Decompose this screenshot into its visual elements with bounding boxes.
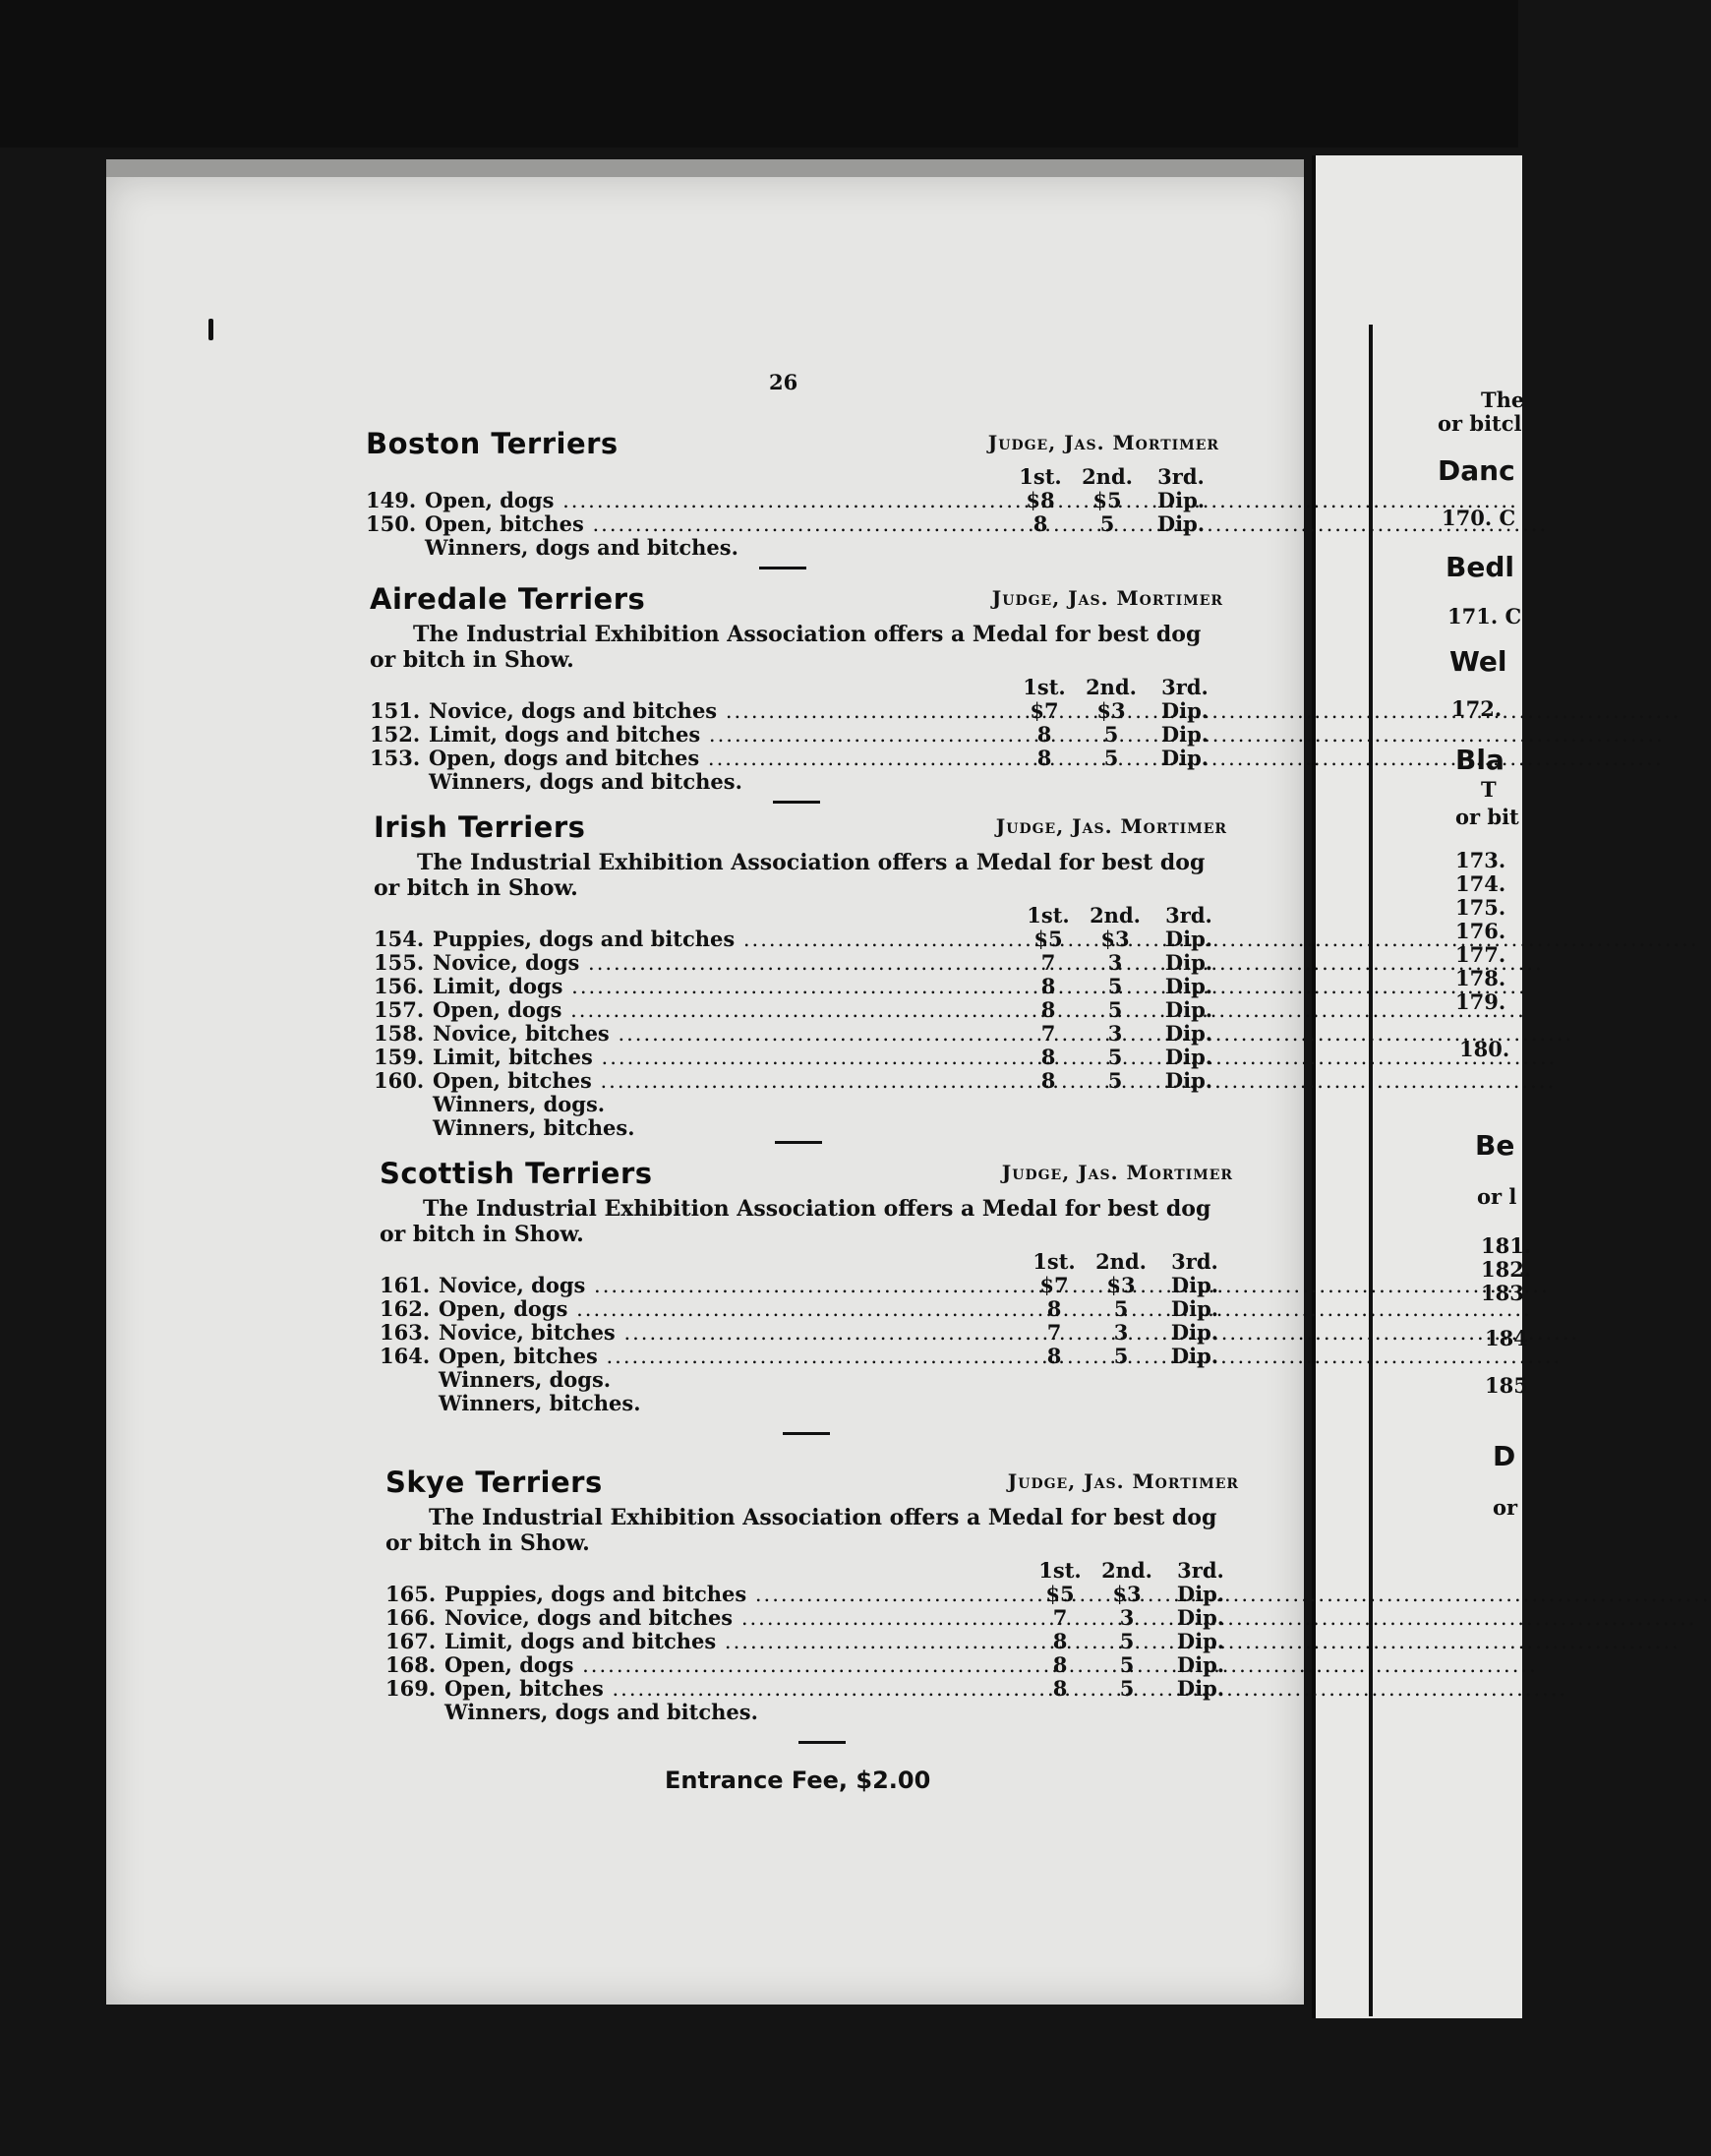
class-label: Novice, dogs and bitches ..... bbox=[429, 698, 1009, 723]
class-number: 166. bbox=[385, 1605, 437, 1630]
third-prize: Dip. bbox=[1170, 1344, 1219, 1368]
class-label: Open, bitches ..... bbox=[433, 1068, 1013, 1093]
scan-background-top bbox=[0, 0, 1518, 148]
right-page-fragment: 172. bbox=[1451, 696, 1503, 721]
page-number: 26 bbox=[769, 370, 798, 394]
right-page-fragment: 182. bbox=[1481, 1257, 1532, 1282]
medal-offer: The Industrial Exhibition Association offers a Medal for best dog or bitch in Show. bbox=[370, 622, 1202, 673]
class-row bbox=[366, 488, 1219, 511]
second-prize: 5 bbox=[1119, 1676, 1135, 1701]
class-number: 167. bbox=[385, 1629, 437, 1653]
right-page-fragment: or l bbox=[1477, 1184, 1517, 1209]
section-title: Irish Terriers bbox=[374, 810, 586, 844]
winners-line: Winners, bitches. bbox=[433, 1115, 635, 1140]
third-prize: Dip. bbox=[1156, 488, 1206, 512]
prize-header: 2nd. bbox=[1082, 464, 1133, 489]
first-prize: 8 bbox=[1040, 1068, 1056, 1093]
class-label: Open, dogs ..... bbox=[433, 997, 1013, 1022]
section-title: Boston Terriers bbox=[366, 427, 619, 460]
class-number: 155. bbox=[374, 950, 425, 975]
class-label: Open, bitches ..... bbox=[425, 511, 1005, 536]
class-label: Open, dogs ..... bbox=[444, 1652, 1025, 1677]
class-row bbox=[374, 950, 1227, 974]
judge-name: Judge, Jas. Mortimer bbox=[987, 431, 1219, 454]
right-page-fragment: or bitcl bbox=[1438, 411, 1522, 436]
class-number: 152. bbox=[370, 722, 421, 747]
class-label: Novice, bitches ..... bbox=[433, 1021, 1013, 1046]
section-divider bbox=[759, 567, 806, 569]
class-label: Open, bitches ..... bbox=[444, 1676, 1025, 1701]
class-row bbox=[366, 511, 1219, 535]
first-prize: $8 bbox=[1026, 488, 1055, 512]
prize-header-row bbox=[385, 1558, 1239, 1582]
right-page-fragment: Danc bbox=[1438, 454, 1515, 487]
section-header bbox=[366, 427, 1219, 462]
prize-header: 3rd. bbox=[1177, 1558, 1224, 1583]
first-prize: 8 bbox=[1032, 511, 1048, 536]
class-number: 159. bbox=[374, 1045, 425, 1069]
medal-offer: The Industrial Exhibition Association offers a Medal for best dog or bitch in Show. bbox=[374, 850, 1206, 901]
class-number: 150. bbox=[366, 511, 417, 536]
first-prize: 8 bbox=[1040, 1045, 1056, 1069]
class-row bbox=[370, 746, 1223, 769]
second-prize: 3 bbox=[1107, 1021, 1123, 1046]
class-row bbox=[374, 997, 1227, 1021]
prize-header: 3rd. bbox=[1161, 675, 1209, 699]
class-label: Open, dogs ..... bbox=[425, 488, 1005, 512]
second-prize: $3 bbox=[1112, 1582, 1142, 1606]
section-title: Scottish Terriers bbox=[380, 1157, 653, 1190]
prize-header: 1st. bbox=[1019, 464, 1062, 489]
class-label: Open, dogs ..... bbox=[439, 1296, 1019, 1321]
second-prize: 5 bbox=[1103, 722, 1119, 747]
section-header bbox=[370, 582, 1223, 618]
third-prize: Dip. bbox=[1164, 927, 1213, 951]
second-prize: 5 bbox=[1103, 746, 1119, 770]
class-number: 162. bbox=[380, 1296, 431, 1321]
class-label: Open, bitches ..... bbox=[439, 1344, 1019, 1368]
second-prize: 5 bbox=[1119, 1629, 1135, 1653]
class-row bbox=[380, 1344, 1233, 1367]
class-row bbox=[385, 1629, 1239, 1652]
prize-header: 2nd. bbox=[1090, 903, 1141, 928]
right-page-fragment: 173. bbox=[1455, 848, 1506, 872]
third-prize: Dip. bbox=[1170, 1296, 1219, 1321]
class-row bbox=[380, 1320, 1233, 1344]
class-row bbox=[374, 1068, 1227, 1092]
right-page-fragment: 183 bbox=[1481, 1281, 1524, 1305]
winners-line: Winners, dogs and bitches. bbox=[444, 1700, 758, 1724]
right-page-fragment: 171. C bbox=[1447, 604, 1522, 629]
prize-header-row bbox=[374, 903, 1227, 927]
class-row bbox=[374, 974, 1227, 997]
first-prize: 8 bbox=[1052, 1652, 1068, 1677]
third-prize: Dip. bbox=[1176, 1629, 1225, 1653]
third-prize: Dip. bbox=[1160, 722, 1210, 747]
right-page-fragment: 178. bbox=[1455, 966, 1506, 990]
first-prize: 7 bbox=[1040, 950, 1056, 975]
class-number: 153. bbox=[370, 746, 421, 770]
class-number: 151. bbox=[370, 698, 421, 723]
class-row bbox=[370, 722, 1223, 746]
right-page-fragment: 177. bbox=[1455, 942, 1506, 967]
third-prize: Dip. bbox=[1156, 511, 1206, 536]
section-header bbox=[380, 1157, 1233, 1192]
section-irish-terriers bbox=[374, 810, 1227, 1139]
winners-line: Winners, dogs. bbox=[433, 1092, 606, 1116]
section-scottish-terriers bbox=[380, 1157, 1233, 1414]
judge-name: Judge, Jas. Mortimer bbox=[995, 814, 1227, 838]
class-label: Limit, dogs and bitches ..... bbox=[429, 722, 1009, 747]
judge-name: Judge, Jas. Mortimer bbox=[991, 586, 1223, 610]
section-title: Skye Terriers bbox=[385, 1466, 603, 1499]
medal-offer: The Industrial Exhibition Association offers a Medal for best dog or bitch in Show. bbox=[385, 1505, 1217, 1556]
first-prize: $7 bbox=[1039, 1273, 1069, 1297]
class-number: 168. bbox=[385, 1652, 437, 1677]
class-row bbox=[370, 698, 1223, 722]
class-label: Puppies, dogs and bitches ..... bbox=[444, 1582, 1025, 1606]
class-row bbox=[385, 1676, 1239, 1700]
right-page-fragment: T bbox=[1481, 777, 1497, 802]
prize-header-row bbox=[380, 1249, 1233, 1273]
class-number: 156. bbox=[374, 974, 425, 998]
class-label: Novice, dogs ..... bbox=[439, 1273, 1019, 1297]
first-prize: $5 bbox=[1045, 1582, 1075, 1606]
second-prize: $3 bbox=[1096, 698, 1126, 723]
first-prize: $5 bbox=[1033, 927, 1063, 951]
first-prize: 8 bbox=[1036, 746, 1052, 770]
class-number: 158. bbox=[374, 1021, 425, 1046]
third-prize: Dip. bbox=[1164, 997, 1213, 1022]
right-page-fragment: 179. bbox=[1455, 989, 1506, 1014]
section-skye-terriers bbox=[385, 1466, 1239, 1723]
third-prize: Dip. bbox=[1176, 1582, 1225, 1606]
prize-header: 3rd. bbox=[1171, 1249, 1218, 1274]
winners-line: Winners, dogs and bitches. bbox=[425, 535, 738, 560]
right-page-fragment: D bbox=[1493, 1440, 1516, 1472]
first-prize: 8 bbox=[1046, 1296, 1062, 1321]
class-number: 164. bbox=[380, 1344, 431, 1368]
class-label: Novice, bitches ..... bbox=[439, 1320, 1019, 1345]
first-prize: 8 bbox=[1040, 974, 1056, 998]
class-number: 149. bbox=[366, 488, 417, 512]
class-row bbox=[385, 1582, 1239, 1605]
prize-header: 3rd. bbox=[1165, 903, 1212, 928]
right-page-fragment: 181. bbox=[1481, 1233, 1532, 1258]
right-page-fragment: or bbox=[1493, 1495, 1518, 1520]
third-prize: Dip. bbox=[1160, 746, 1210, 770]
prize-header: 1st. bbox=[1023, 675, 1066, 699]
class-label: Novice, dogs ..... bbox=[433, 950, 1013, 975]
first-prize: 7 bbox=[1046, 1320, 1062, 1345]
section-boston-terriers bbox=[366, 427, 1219, 559]
class-label: Limit, bitches ..... bbox=[433, 1045, 1013, 1069]
second-prize: 3 bbox=[1113, 1320, 1129, 1345]
right-page-fragment: 185 bbox=[1485, 1373, 1528, 1398]
prize-header: 2nd. bbox=[1086, 675, 1137, 699]
second-prize: 5 bbox=[1099, 511, 1115, 536]
first-prize: 8 bbox=[1040, 997, 1056, 1022]
first-prize: 8 bbox=[1052, 1629, 1068, 1653]
third-prize: Dip. bbox=[1164, 974, 1213, 998]
second-prize: 3 bbox=[1107, 950, 1123, 975]
class-number: 163. bbox=[380, 1320, 431, 1345]
entrance-fee: Entrance Fee, $2.00 bbox=[665, 1767, 931, 1794]
section-title: Airedale Terriers bbox=[370, 582, 646, 616]
third-prize: Dip. bbox=[1170, 1273, 1219, 1297]
second-prize: $3 bbox=[1100, 927, 1130, 951]
second-prize: 5 bbox=[1113, 1296, 1129, 1321]
right-page-fragment: Wel bbox=[1449, 645, 1507, 678]
right-page-fragment: or bit bbox=[1455, 805, 1519, 829]
prize-header: 3rd. bbox=[1157, 464, 1205, 489]
right-page-fragment: 180. bbox=[1459, 1037, 1510, 1061]
prize-header: 2nd. bbox=[1101, 1558, 1152, 1583]
class-label: Novice, dogs and bitches ..... bbox=[444, 1605, 1025, 1630]
second-prize: $5 bbox=[1092, 488, 1122, 512]
first-prize: 8 bbox=[1052, 1676, 1068, 1701]
class-number: 165. bbox=[385, 1582, 437, 1606]
third-prize: Dip. bbox=[1176, 1605, 1225, 1630]
class-row bbox=[380, 1273, 1233, 1296]
right-page-fragment: Bla bbox=[1455, 744, 1504, 776]
class-number: 157. bbox=[374, 997, 425, 1022]
second-prize: 5 bbox=[1113, 1344, 1129, 1368]
class-number: 160. bbox=[374, 1068, 425, 1093]
third-prize: Dip. bbox=[1176, 1676, 1225, 1701]
third-prize: Dip. bbox=[1164, 950, 1213, 975]
section-divider bbox=[798, 1741, 846, 1744]
prize-header: 2nd. bbox=[1095, 1249, 1147, 1274]
first-prize: $7 bbox=[1030, 698, 1059, 723]
class-row bbox=[380, 1296, 1233, 1320]
right-page-fragment: 174. bbox=[1455, 871, 1506, 896]
third-prize: Dip. bbox=[1176, 1652, 1225, 1677]
class-number: 161. bbox=[380, 1273, 431, 1297]
right-page-fragment: 175. bbox=[1455, 895, 1506, 920]
right-page-fragment: Bedl bbox=[1446, 551, 1514, 583]
third-prize: Dip. bbox=[1164, 1068, 1213, 1093]
section-divider bbox=[773, 801, 820, 804]
prize-header: 1st. bbox=[1027, 903, 1070, 928]
third-prize: Dip. bbox=[1164, 1021, 1213, 1046]
class-label: Puppies, dogs and bitches ..... bbox=[433, 927, 1013, 951]
prize-header: 1st. bbox=[1038, 1558, 1082, 1583]
first-prize: 8 bbox=[1046, 1344, 1062, 1368]
first-prize: 7 bbox=[1040, 1021, 1056, 1046]
winners-line: Winners, dogs and bitches. bbox=[429, 769, 742, 794]
page-fold-line bbox=[1369, 325, 1373, 2016]
second-prize: 5 bbox=[1119, 1652, 1135, 1677]
prize-header: 1st. bbox=[1032, 1249, 1076, 1274]
class-label: Limit, dogs ..... bbox=[433, 974, 1013, 998]
winners-line: Winners, dogs. bbox=[439, 1367, 612, 1392]
class-row bbox=[374, 927, 1227, 950]
third-prize: Dip. bbox=[1160, 698, 1210, 723]
judge-name: Judge, Jas. Mortimer bbox=[1001, 1161, 1233, 1184]
right-page-fragment: 184 bbox=[1485, 1326, 1528, 1350]
winners-line: Winners, bitches. bbox=[439, 1391, 641, 1415]
section-divider bbox=[775, 1141, 822, 1144]
ink-mark bbox=[208, 319, 213, 340]
second-prize: 5 bbox=[1107, 1045, 1123, 1069]
section-header bbox=[385, 1466, 1239, 1501]
class-row bbox=[374, 1021, 1227, 1045]
third-prize: Dip. bbox=[1164, 1045, 1213, 1069]
second-prize: 5 bbox=[1107, 1068, 1123, 1093]
right-page-fragment: 176. bbox=[1455, 919, 1506, 943]
class-row bbox=[385, 1652, 1239, 1676]
section-airedale-terriers bbox=[370, 582, 1223, 793]
first-prize: 7 bbox=[1052, 1605, 1068, 1630]
second-prize: $3 bbox=[1106, 1273, 1136, 1297]
prize-header-row bbox=[366, 464, 1219, 488]
prize-header-row bbox=[370, 675, 1223, 698]
class-number: 154. bbox=[374, 927, 425, 951]
section-divider bbox=[783, 1432, 830, 1435]
class-number: 169. bbox=[385, 1676, 437, 1701]
second-prize: 3 bbox=[1119, 1605, 1135, 1630]
right-page-fragment: 170. C bbox=[1442, 506, 1516, 530]
second-prize: 5 bbox=[1107, 997, 1123, 1022]
second-prize: 5 bbox=[1107, 974, 1123, 998]
first-prize: 8 bbox=[1036, 722, 1052, 747]
class-row bbox=[374, 1045, 1227, 1068]
section-header bbox=[374, 810, 1227, 846]
medal-offer: The Industrial Exhibition Association offers a Medal for best dog or bitch in Show. bbox=[380, 1196, 1211, 1247]
right-page-fragment: Be bbox=[1475, 1129, 1515, 1162]
third-prize: Dip. bbox=[1170, 1320, 1219, 1345]
class-label: Limit, dogs and bitches ..... bbox=[444, 1629, 1025, 1653]
class-row bbox=[385, 1605, 1239, 1629]
class-label: Open, dogs and bitches ..... bbox=[429, 746, 1009, 770]
judge-name: Judge, Jas. Mortimer bbox=[1007, 1469, 1239, 1493]
right-page-fragment: The bbox=[1481, 388, 1525, 412]
